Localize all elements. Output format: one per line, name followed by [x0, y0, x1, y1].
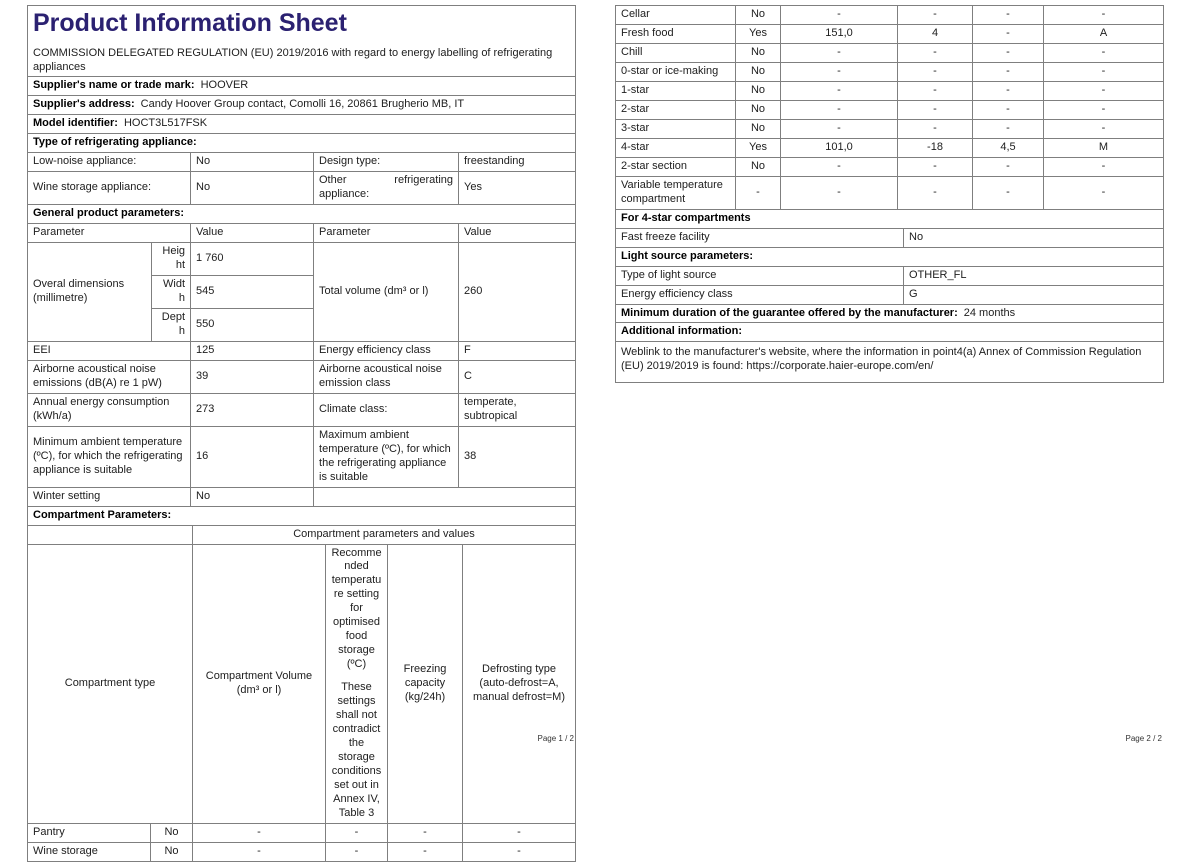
- guarantee-table: [615, 304, 1164, 384]
- compartment-value-cell: -: [973, 81, 1044, 100]
- column-header: Compartment Volume (dm³ or l): [193, 544, 326, 823]
- param-value: 125: [191, 341, 314, 360]
- light-source-heading-table: [615, 247, 1164, 267]
- table-row: [28, 426, 576, 487]
- compartment-value-cell: No: [151, 842, 193, 861]
- compartment-value-cell: No: [736, 81, 781, 100]
- page-number: Page 2 / 2: [1125, 734, 1162, 743]
- group-header: Compartment parameters and values: [193, 525, 576, 544]
- compartment-value-cell: -: [388, 842, 463, 861]
- compartment-value-cell: -: [388, 823, 463, 842]
- compartment-value-cell: No: [736, 62, 781, 81]
- model-identifier-label: Model identifier:: [33, 117, 118, 130]
- dimension-key: Depth: [152, 308, 191, 341]
- table-row: [28, 153, 576, 172]
- compartment-row: [616, 62, 1164, 81]
- page-1: [27, 5, 575, 857]
- table-header-row: [28, 525, 576, 544]
- column-header: Parameter: [314, 224, 459, 243]
- compartment-value-cell: -18: [898, 138, 973, 157]
- compartment-value-cell: -: [326, 842, 388, 861]
- param-value: OTHER_FL: [904, 266, 1164, 285]
- dimension-key: Width: [152, 276, 191, 309]
- compartment-type-cell: 3-star: [616, 119, 736, 138]
- compartment-value-cell: M: [1044, 138, 1164, 157]
- compartment-value-cell: No: [736, 119, 781, 138]
- compartment-value-cell: -: [898, 81, 973, 100]
- compartment-value-cell: -: [781, 62, 898, 81]
- table-header-row: [28, 224, 576, 243]
- param-value: Yes: [459, 172, 576, 205]
- page-number: Page 1 / 2: [537, 734, 574, 743]
- compartment-value-cell: -: [781, 100, 898, 119]
- compartment-value-cell: -: [781, 81, 898, 100]
- model-identifier-value: HOCT3L517FSK: [123, 117, 208, 130]
- compartment-value-cell: -: [463, 823, 576, 842]
- additional-info-heading: Additional information:: [616, 323, 1164, 342]
- compartment-value-cell: -: [973, 119, 1044, 138]
- table-row: [28, 487, 576, 506]
- compartment-value-cell: -: [1044, 81, 1164, 100]
- param-value: 16: [191, 426, 314, 487]
- compartment-value-cell: -: [781, 157, 898, 176]
- compartment-row: [616, 24, 1164, 43]
- compartment-value-cell: -: [463, 842, 576, 861]
- compartment-type-cell: Fresh food: [616, 24, 736, 43]
- compartment-row: [616, 43, 1164, 62]
- supplier-address-label: Supplier's address:: [33, 98, 135, 111]
- compartment-row: [28, 842, 576, 861]
- table-row: [616, 228, 1164, 247]
- compartment-value-cell: No: [151, 823, 193, 842]
- column-header-line: Recommended temperature setting for optimised food storage (ºC): [331, 546, 382, 671]
- compartment-value-cell: -: [781, 43, 898, 62]
- param-label: Energy efficiency class: [616, 285, 904, 304]
- column-header: Value: [191, 224, 314, 243]
- param-label: Climate class:: [314, 393, 459, 426]
- compartment-value-cell: -: [973, 6, 1044, 25]
- compartment-row: [616, 81, 1164, 100]
- compartment-value-cell: -: [898, 157, 973, 176]
- supplier-name-value: HOOVER: [200, 79, 249, 92]
- column-header: Freezing capacity (kg/24h): [388, 544, 463, 823]
- table-row: [28, 341, 576, 360]
- param-value: 38: [459, 426, 576, 487]
- compartment-row: [616, 100, 1164, 119]
- compartment-value-cell: -: [1044, 6, 1164, 25]
- general-heading-table: [27, 204, 576, 224]
- compartment-value-cell: Yes: [736, 138, 781, 157]
- weblink-row: [616, 342, 1164, 383]
- table-row: [616, 285, 1164, 304]
- param-label: Low-noise appliance:: [28, 153, 191, 172]
- table-row: [28, 172, 576, 205]
- compartment-value-cell: -: [781, 6, 898, 25]
- four-star-table: [615, 228, 1164, 248]
- compartment-value-cell: -: [781, 119, 898, 138]
- compartment-row: [616, 157, 1164, 176]
- param-value: 260: [459, 243, 576, 342]
- compartment-value-cell: -: [1044, 43, 1164, 62]
- param-label: Annual energy consumption (kWh/a): [28, 393, 191, 426]
- empty-cell: [28, 525, 193, 544]
- supplier-name-label: Supplier's name or trade mark:: [33, 79, 195, 92]
- param-value: C: [459, 360, 576, 393]
- compartment-heading-table: [27, 506, 576, 526]
- param-value: temperate, subtropical: [459, 393, 576, 426]
- param-label: Total volume (dm³ or l): [314, 243, 459, 342]
- compartment-row: [616, 138, 1164, 157]
- compartment-value-cell: -: [898, 119, 973, 138]
- column-header-line: These settings shall not contradict the storage conditions set out in Annex IV, Table 3: [331, 681, 382, 819]
- compartment-type-cell: Wine storage: [28, 842, 151, 861]
- compartment-type-cell: Pantry: [28, 823, 151, 842]
- compartment-section-heading: Compartment Parameters:: [28, 506, 576, 525]
- compartment-value-cell: No: [736, 43, 781, 62]
- table-header-row: [28, 544, 576, 823]
- dimension-value: 1 760: [191, 243, 314, 276]
- compartment-value-cell: 4,5: [973, 138, 1044, 157]
- column-header: Compartment type: [28, 544, 193, 823]
- compartment-parameters-table: [27, 525, 576, 862]
- compartment-value-cell: 4: [898, 24, 973, 43]
- column-header: Parameter: [28, 224, 191, 243]
- param-label: Minimum ambient temperature (ºC), for which the refrigerating appliance is suitable: [28, 426, 191, 487]
- guarantee-value: 24 months: [963, 306, 1016, 319]
- compartment-value-cell: -: [973, 43, 1044, 62]
- compartment-value-cell: -: [326, 823, 388, 842]
- compartment-value-cell: Yes: [736, 24, 781, 43]
- guarantee-label: Minimum duration of the guarantee offered by the manufacturer:: [621, 306, 958, 319]
- compartment-value-cell: -: [898, 6, 973, 25]
- param-label: Airborne acoustical noise emission class: [314, 360, 459, 393]
- compartment-value-cell: -: [193, 842, 326, 861]
- param-label: Wine storage appliance:: [28, 172, 191, 205]
- appliance-type-table: [27, 152, 576, 205]
- param-value: 273: [191, 393, 314, 426]
- param-label: Fast freeze facility: [616, 228, 904, 247]
- compartment-value-cell: No: [736, 100, 781, 119]
- compartment-value-cell: No: [736, 157, 781, 176]
- compartment-value-cell: -: [973, 100, 1044, 119]
- model-identifier-row: [28, 115, 576, 134]
- dimension-value: 545: [191, 276, 314, 309]
- light-source-section-heading: Light source parameters:: [616, 247, 1164, 266]
- type-section-heading: Type of refrigerating appliance:: [28, 134, 576, 153]
- compartment-value-cell: -: [973, 157, 1044, 176]
- light-source-table: [615, 266, 1164, 305]
- supplier-name-row: [28, 77, 576, 96]
- page-title: Product Information Sheet: [33, 9, 347, 37]
- empty-cell: [314, 487, 576, 506]
- compartment-value-cell: -: [973, 24, 1044, 43]
- general-parameters-table: [27, 223, 576, 506]
- param-label: Other refrigerating appliance:: [314, 172, 459, 205]
- compartment-value-cell: -: [193, 823, 326, 842]
- compartment-value-cell: -: [898, 176, 973, 209]
- supplier-address-row: [28, 96, 576, 115]
- param-label: Maximum ambient temperature (ºC), for which the refrigerating appliance is suitable: [314, 426, 459, 487]
- compartment-value-cell: -: [736, 176, 781, 209]
- four-star-heading-table: [615, 209, 1164, 229]
- param-value: No: [191, 153, 314, 172]
- compartment-type-cell: 4-star: [616, 138, 736, 157]
- compartment-value-cell: -: [1044, 100, 1164, 119]
- title-block-table: [27, 5, 576, 153]
- param-value: No: [904, 228, 1164, 247]
- param-value: 39: [191, 360, 314, 393]
- compartment-value-cell: -: [1044, 62, 1164, 81]
- param-label: Design type:: [314, 153, 459, 172]
- dimension-value: 550: [191, 308, 314, 341]
- compartment-value-cell: -: [1044, 119, 1164, 138]
- weblink-text: Weblink to the manufacturer's website, where the information in point4(a) Annex of Commission Regulation (EU) 2019/2019 is found:: [621, 346, 1142, 373]
- param-value: freestanding: [459, 153, 576, 172]
- compartment-type-cell: 1-star: [616, 81, 736, 100]
- table-row: [28, 243, 576, 276]
- compartment-value-cell: No: [736, 6, 781, 25]
- compartment-type-cell: 2-star: [616, 100, 736, 119]
- compartment-type-cell: Chill: [616, 43, 736, 62]
- compartment-value-cell: -: [898, 43, 973, 62]
- compartment-value-cell: -: [973, 176, 1044, 209]
- param-value: No: [191, 487, 314, 506]
- guarantee-row: [616, 304, 1164, 323]
- column-header: Defrosting type (auto-defrost=A, manual defrost=M): [463, 544, 576, 823]
- compartment-type-cell: 2-star section: [616, 157, 736, 176]
- param-label: Overal dimensions (millimetre): [28, 243, 152, 342]
- table-row: [616, 266, 1164, 285]
- compartment-value-cell: 151,0: [781, 24, 898, 43]
- param-value: G: [904, 285, 1164, 304]
- compartment-value-cell: 101,0: [781, 138, 898, 157]
- compartment-row: [28, 823, 576, 842]
- compartment-type-cell: Cellar: [616, 6, 736, 25]
- dimension-key: Height: [152, 243, 191, 276]
- compartment-value-cell: -: [898, 62, 973, 81]
- param-label: Airborne acoustical noise emissions (dB(A) re 1 pW): [28, 360, 191, 393]
- compartment-row: [616, 176, 1164, 209]
- param-label: Energy efficiency class: [314, 341, 459, 360]
- compartment-value-cell: -: [1044, 176, 1164, 209]
- page-2: [615, 5, 1163, 749]
- compartment-value-cell: -: [781, 176, 898, 209]
- manufacturer-weblink[interactable]: https://corporate.haier-europe.com/en/: [746, 360, 934, 373]
- param-label: Winter setting: [28, 487, 191, 506]
- four-star-section-heading: For 4-star compartments: [616, 209, 1164, 228]
- compartment-type-cell: 0-star or ice-making: [616, 62, 736, 81]
- param-label: EEI: [28, 341, 191, 360]
- page-subtitle: COMMISSION DELEGATED REGULATION (EU) 2019/2016 with regard to energy labelling of refrigerating appliances: [33, 46, 553, 74]
- compartment-type-cell: Variable temperature compartment: [616, 176, 736, 209]
- compartment-value-cell: -: [898, 100, 973, 119]
- param-label: Type of light source: [616, 266, 904, 285]
- general-section-heading: General product parameters:: [28, 205, 576, 224]
- compartment-row: [616, 6, 1164, 25]
- compartment-value-cell: -: [1044, 157, 1164, 176]
- supplier-address-value: Candy Hoover Group contact, Comolli 16, 20861 Brugherio MB, IT: [140, 98, 465, 111]
- compartment-row: [616, 119, 1164, 138]
- table-row: [28, 393, 576, 426]
- column-header: [326, 544, 388, 823]
- compartment-parameters-table-continued: [615, 5, 1164, 210]
- param-value: F: [459, 341, 576, 360]
- title-block: [28, 6, 576, 77]
- table-row: [28, 360, 576, 393]
- param-value: No: [191, 172, 314, 205]
- compartment-value-cell: A: [1044, 24, 1164, 43]
- column-header: Value: [459, 224, 576, 243]
- compartment-value-cell: -: [973, 62, 1044, 81]
